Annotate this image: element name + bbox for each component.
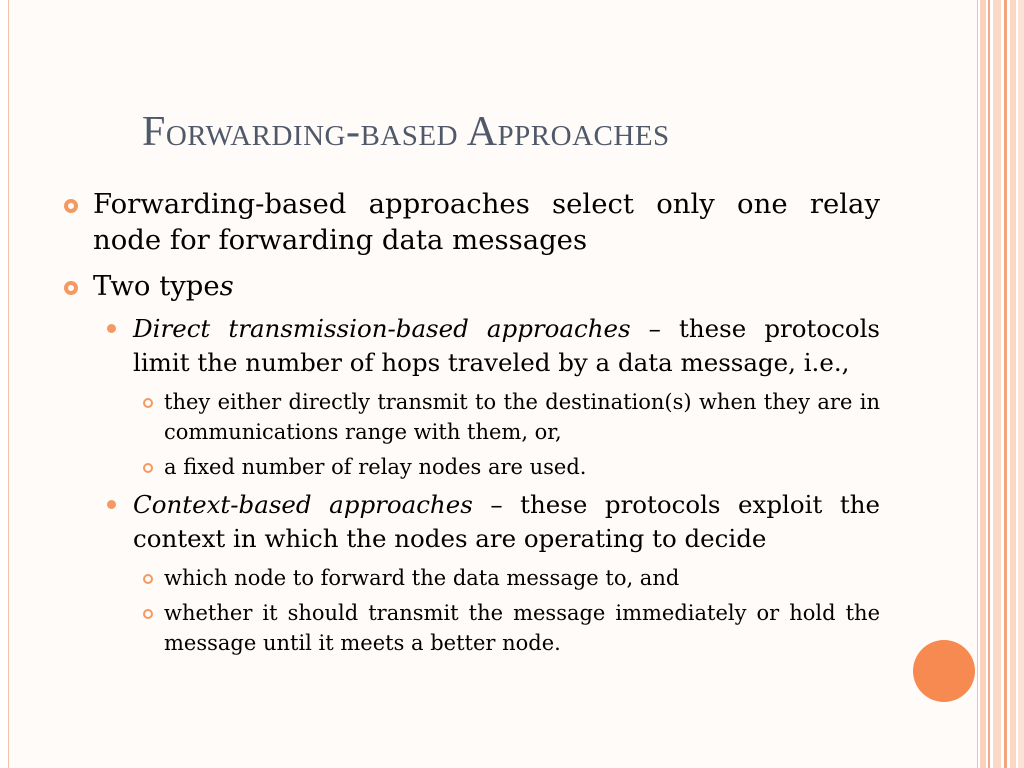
- ring-bullet-icon: [64, 281, 78, 295]
- sub-bullet-text: – these protocols limit the number of hops traveled by a data message, i.e.,: [133, 314, 880, 377]
- ring-bullet-icon: [64, 199, 78, 213]
- bullet-item: [60, 268, 880, 304]
- decorative-stripe: [980, 0, 986, 768]
- dot-bullet-icon: [107, 500, 116, 509]
- decorative-stripe: [1018, 0, 1024, 768]
- sub-sub-bullet-text: which node to forward the data message to, and: [164, 566, 680, 590]
- bullet-item: [60, 186, 880, 258]
- sub-sub-bullet-item: [164, 598, 880, 658]
- decorative-stripe: [993, 0, 1001, 768]
- slide-title: Forwarding-based Approaches: [142, 109, 670, 155]
- small-ring-bullet-icon: [143, 609, 153, 619]
- small-ring-bullet-icon: [143, 463, 153, 473]
- decorative-stripe: [988, 0, 990, 768]
- decorative-circle: [913, 640, 975, 702]
- sub-sub-bullet-item: [164, 563, 880, 593]
- sub-sub-bullet-item: [164, 387, 880, 447]
- sub-sub-bullet-item: [164, 452, 880, 482]
- sub-bullet-text: – these protocols exploit the context in which the nodes are operating to decide: [133, 490, 880, 553]
- bullet-text: Two type: [93, 270, 220, 302]
- sub-sub-bullet-text: a fixed number of relay nodes are used.: [164, 455, 587, 479]
- slide-body: [60, 186, 880, 663]
- sub-bullet-term: Direct transmission-based approaches: [133, 314, 631, 343]
- bullet-text: Forwarding-based approaches select only one relay node for forwarding data messages: [93, 188, 880, 256]
- small-ring-bullet-icon: [143, 574, 153, 584]
- bullet-text-italic: s: [219, 270, 234, 302]
- sub-bullet-item: [133, 312, 880, 380]
- decorative-stripe: [1010, 0, 1016, 768]
- sub-sub-bullet-text: they either directly transmit to the destination(s) when they are in communications range with them, or,: [164, 390, 880, 444]
- decorative-stripe: [1004, 0, 1007, 768]
- sub-sub-bullet-text: whether it should transmit the message immediately or hold the message until it meets a better node.: [164, 601, 880, 655]
- small-ring-bullet-icon: [143, 398, 153, 408]
- dot-bullet-icon: [107, 324, 116, 333]
- sub-bullet-item: [133, 488, 880, 556]
- sub-bullet-term: Context-based approaches: [133, 490, 473, 519]
